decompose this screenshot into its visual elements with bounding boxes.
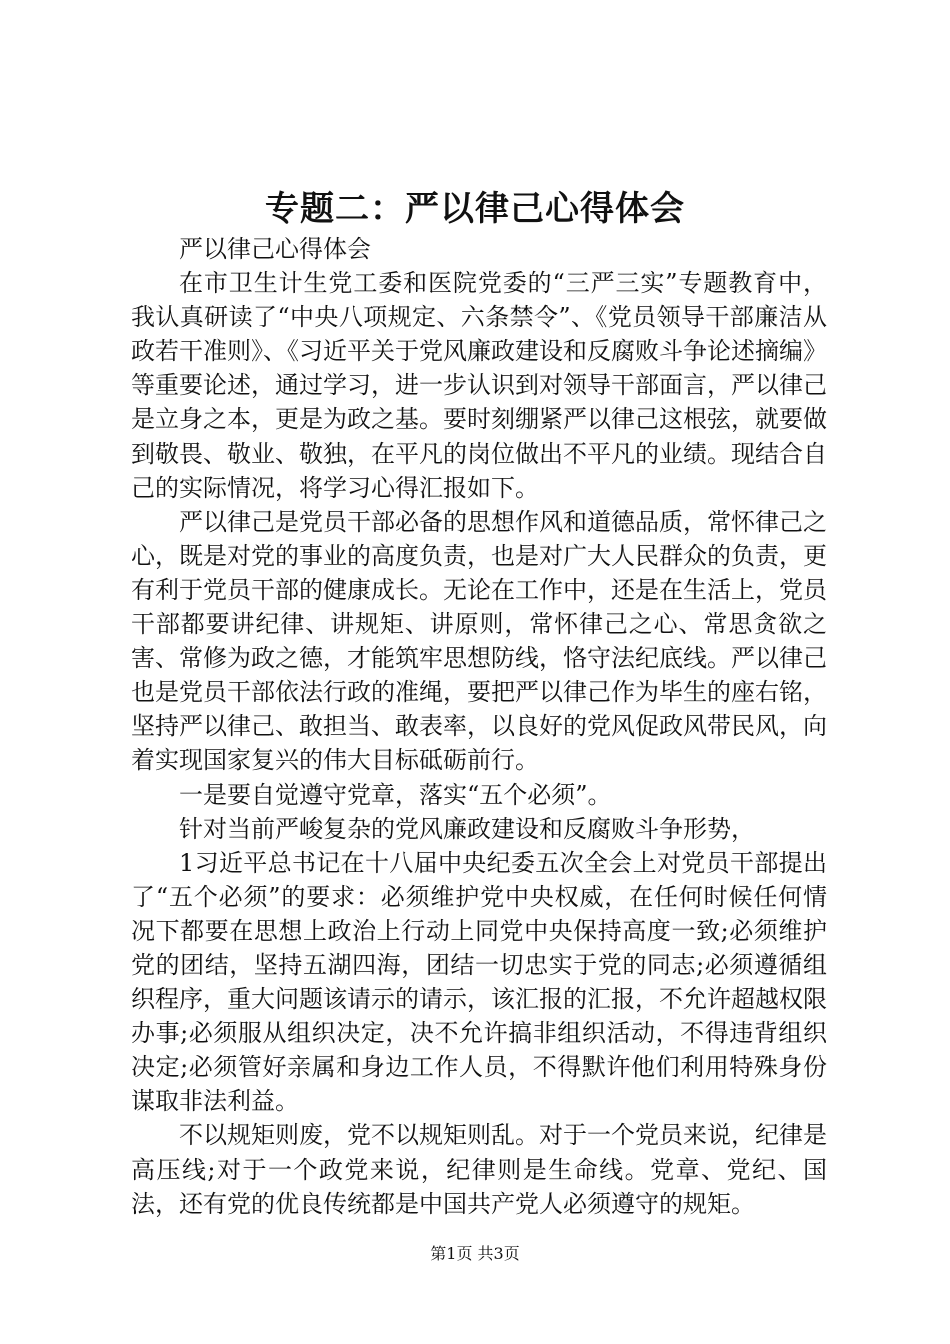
page-footer: 第1页 共3页 [430, 1244, 520, 1263]
paragraph: 不以规矩则废，党不以规矩则乱。对于一个党员来说，纪律是高压线;对于一个政党来说，纪律则是生命线。党章、党纪、国法，还有党的优良传统都是中国共产党人必须遵守的规矩。 [131, 1121, 827, 1218]
document-body [131, 232, 827, 1221]
paragraph-heading: 一是要自觉遵守党章，落实“五个必须”。 [179, 780, 612, 809]
paragraph: 1习近平总书记在十八届中央纪委五次全会上对党员干部提出了“五个必须”的要求：必须维护党中央权威，在任何时候任何情况下都要在思想上政治上行动上同党中央保持高度一致;必须维护党的团结，坚持五湖四海，团结一切忠实于党的同志;必须遵循组织程序，重大问题该请示的请示，该汇报的汇报，不允许超越权限办事;必须服从组织决定，决不允许搞非组织活动，不得违背组织决定;必须管好亲属和身边工作人员，不得默许他们利用特殊身份谋取非法利益。 [131, 848, 827, 1116]
paragraph-subtitle: 严以律己心得体会 [179, 235, 371, 263]
paragraph: 在市卫生计生党工委和医院党委的“三严三实”专题教育中，我认真研读了“中央八项规定、六条禁令”、《党员领导干部廉洁从政若干准则》、《习近平关于党风廉政建设和反腐败斗争论述摘编》等重要论述，通过学习，进一步认识到对领导干部面言，严以律己是立身之本，更是为政之基。要时刻绷紧严以律己这根弦，就要做到敬畏、敬业、敬独，在平凡的岗位做出不平凡的业绩。现结合自己的实际情况，将学习心得汇报如下。 [131, 269, 827, 502]
paragraph: 针对当前严峻复杂的党风廉政建设和反腐败斗争形势， [179, 814, 755, 843]
document-title: 专题二：严以律己心得体会 [265, 189, 685, 229]
paragraph: 严以律己是党员干部必备的思想作风和道德品质，常怀律己之心，既是对党的事业的高度负责，也是对广大人民群众的负责，更有利于党员干部的健康成长。无论在工作中，还是在生活上，党员干部都要讲纪律、讲规矩、讲原则，常怀律己之心、常思贪欲之害、常修为政之德，才能筑牢思想防线，恪守法纪底线。严以律己也是党员干部依法行政的准绳，要把严以律己作为毕生的座右铭，坚持严以律己、敢担当、敢表率，以良好的党风促政风带民风，向着实现国家复兴的伟大目标砥砺前行。 [131, 507, 827, 775]
